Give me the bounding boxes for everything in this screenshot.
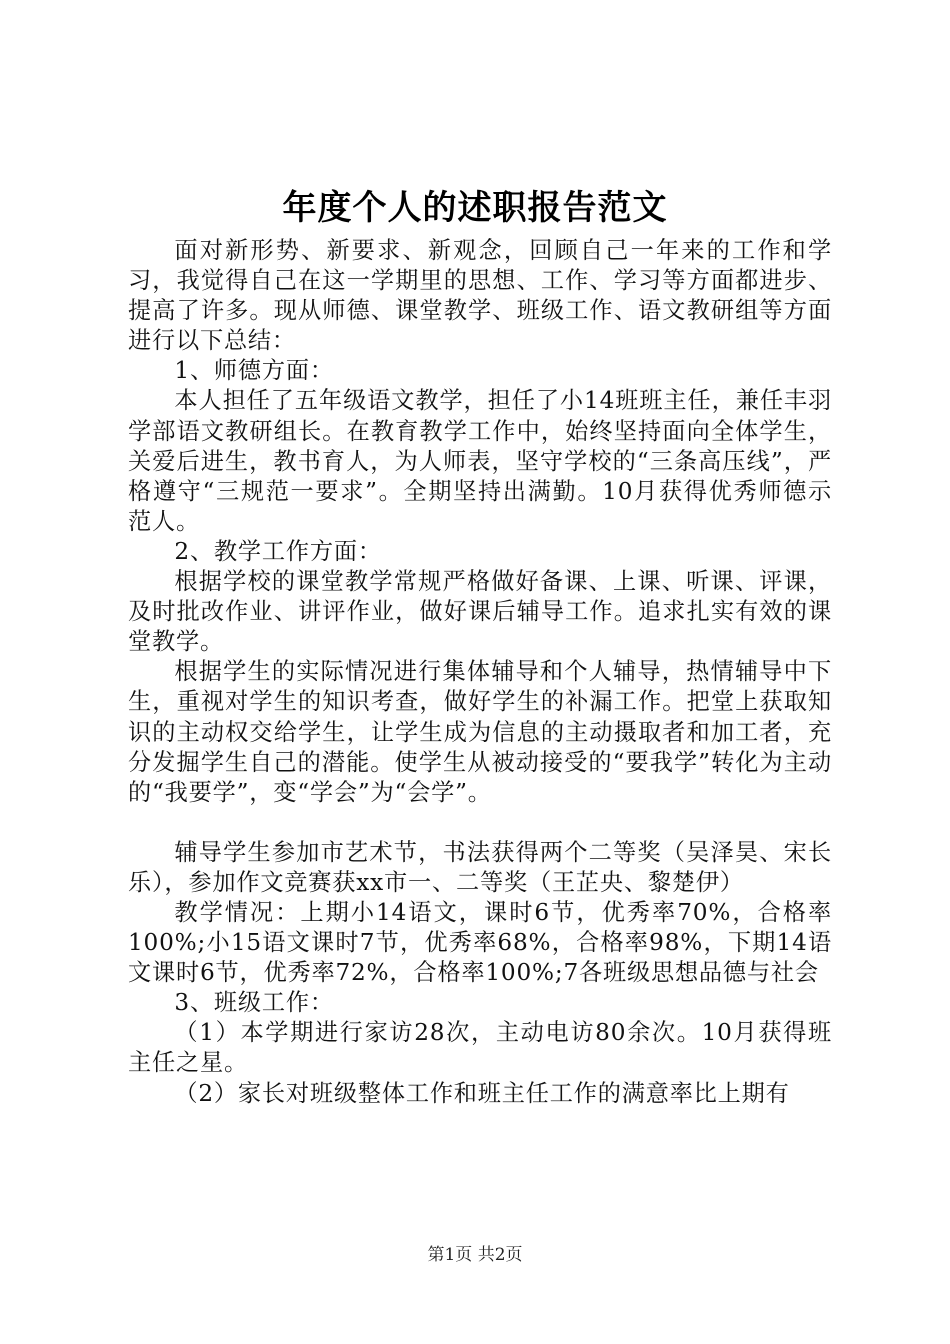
section-heading-teaching: 2、教学工作方面： xyxy=(174,537,382,565)
page-footer: 第1页 共2页 xyxy=(427,1245,523,1265)
document-title: 年度个人的述职报告范文 xyxy=(282,188,668,228)
paragraph-tutoring: 根据学生的实际情况进行集体辅导和个人辅导，热情辅导中下生，重视对学生的知识考查，做好学生的补漏工作。把堂上获取知识的主动权交给学生，让学生成为信息的主动摄取者和加工者，充分发掘学生自己的潜能。使学生从被动接受的“要我学”转化为主动的“我要学”，变“学会”为“会学”。 xyxy=(128,658,832,806)
paragraph-satisfaction: （2）家长对班级整体工作和班主任工作的满意率比上期有 xyxy=(174,1079,790,1107)
document-body xyxy=(128,236,832,1109)
paragraph-teaching-routine: 根据学校的课堂教学常规严格做好备课、上课、听课、评课，及时批改作业、讲评作业，做好课后辅导工作。追求扎实有效的课堂教学。 xyxy=(128,568,832,656)
paragraph-intro: 面对新形势、新要求、新观念，回顾自己一年来的工作和学习，我觉得自己在这一学期里的思想、工作、学习等方面都进步、提高了许多。现从师德、课堂教学、班级工作、语文教研组等方面进行以下总结： xyxy=(128,237,832,355)
section-heading-ethics: 1、师德方面： xyxy=(174,357,334,385)
paragraph-teaching-stats: 教学情况：上期小14语文，课时6节，优秀率70%，合格率100%;小15语文课时7节，优秀率68%，合格率98%，下期14语文课时6节，优秀率72%，合格率100%;7各班级思想品德与社会 xyxy=(128,898,832,987)
paragraph-ethics: 本人担任了五年级语文教学，担任了小14班班主任，兼任丰羽学部语文教研组长。在教育教学工作中，始终坚持面向全体学生，关爱后进生，教书育人，为人师表，坚守学校的“三条高压线”，严格遵守“三规范一要求”。全期坚持出满勤。10月获得优秀师德示范人。 xyxy=(128,387,832,535)
paragraph-awards: 辅导学生参加市艺术节，书法获得两个二等奖（吴泽昊、宋长乐），参加作文竞赛获xx市一、二等奖（王芷央、黎楚伊） xyxy=(128,838,832,896)
section-heading-class: 3、班级工作： xyxy=(174,989,334,1017)
paragraph-home-visits: （1）本学期进行家访28次，主动电访80余次。10月获得班主任之星。 xyxy=(128,1019,832,1077)
